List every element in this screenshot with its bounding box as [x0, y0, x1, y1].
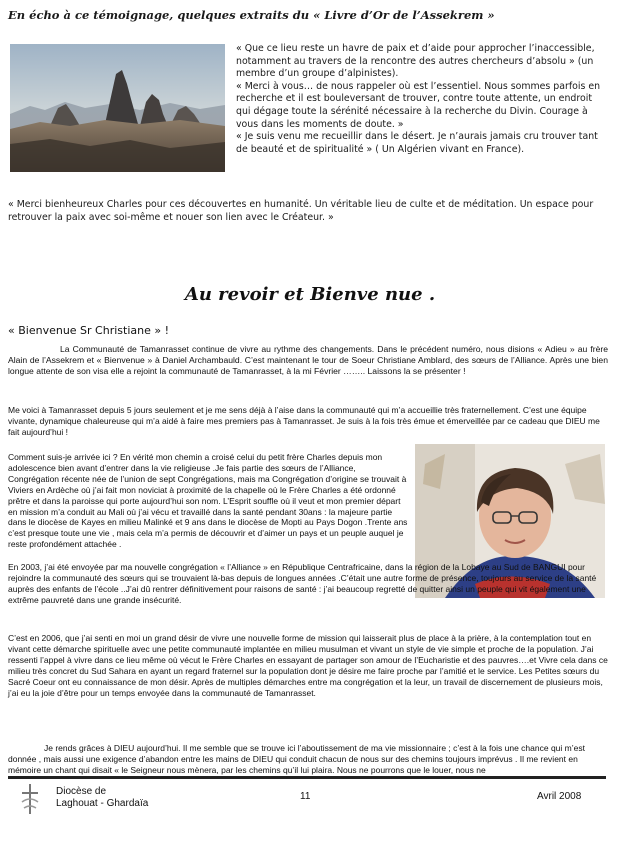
- paragraph-path: Comment suis-je arrivée ici ? En vérité mon chemin a croisé celui du petit frère Charles depuis mon adolescence bien avant d’entrer dans la vie religieuse .Je fais partie des sœurs de l’Alliance, Congrégation récente née de l’union de sept Congrégations, mais ma Congrégation d’origine se trouvait à Viviers en Ardèche où j’ai fait mon noviciat à proximité de la chapelle où le Frère Charles a été ordonné prêtre et dans la paroisse qui porte aujourd’hui son nom. L’Esprit souffle où il veut et mon premier départ en mission m’a conduit au Mali où j’ai vécu et travaillé dans la santé pendant 30ans : la majeure partie dans le diocèse de Kayes en milieu Malinké et 9 ans dans le diocèse de Mopti au Pays Dogon .Trente ans c’est presque toute une vie , mais cela m’a permis de découvrir et d’aimer un pays et un peuple auquel je reste profondément attachée .: [8, 452, 408, 550]
- issue-date: Avril 2008: [537, 791, 582, 802]
- section-title: Au revoir et Bienve nue .: [184, 284, 436, 305]
- guestbook-quotes: [236, 43, 604, 156]
- quote-charles: « Merci bienheureux Charles pour ces découvertes en humanité. Un véritable lieu de culte et de méditation. Un espace pour retrouver la paix avec soi-même et nouer son lien avec le Créateur. »: [8, 199, 594, 223]
- paragraph-arrival: Me voici à Tamanrasset depuis 5 jours seulement et je me sens déjà à l’aise dans la communauté qui m’a accueillie très fraternellement. C’est une équipe vivante, dynamique chaleureuse qui m’a aidé à faire mes premiers pas à Tamanrasset. Je suis à la fois très émue et émerveillée par ce cadeau que DIEU me fait aujourd’hui !: [8, 405, 600, 437]
- page-header: En écho à ce témoignage, quelques extraits du « Livre d’Or de l’Assekrem »: [8, 8, 495, 22]
- assekrem-landscape-photo: [10, 44, 225, 172]
- quote-algerian: « Je suis venu me recueillir dans le désert. Je n’aurais jamais cru trouver tant de beauté et de spiritualité » ( Un Algérien vivant en France).: [236, 131, 598, 155]
- footer-diocese-line1: Diocèse de: [56, 786, 107, 797]
- quote-essential: « Merci à vous… de nous rappeler où est l’essentiel. Nous sommes parfois en recherche et il est bouleversant de trouver, contre toute attente, un endroit qui dégage toute la sérénité nécessaire à la recherche du Divin. Courage à vous dans les moments de doute. »: [236, 80, 601, 130]
- footer-diocese-line2: Laghouat - Ghardaïa: [56, 798, 149, 809]
- footer-divider: [8, 776, 606, 779]
- page-number: 11: [300, 791, 311, 802]
- paragraph-centrafrique: En 2003, j’ai été envoyée par ma nouvelle congrégation « l’Alliance » en République Centrafricaine, dans la région de la Lobaye au Sud de BANGUI pour rejoindre la communauté des sœurs qui se trouvaient là-bas depuis de longues années .C’était une autre forme de présence, toujours au service de la santé auprès des enfants de l’école ..J’ai dû rentrer définitivement pour raisons de santé : j’ai beaucoup regretté de quitter ainsi un peuple qui vit également une extrême pauvreté dans une grande insécurité.: [8, 562, 597, 605]
- intro-paragraph: La Communauté de Tamanrasset continue de vivre au rythme des changements. Dans le précédent numéro, nous disions « Adieu » au frère Alain de l’Assekrem et « Bienvenue » à Daniel Archambauld. C’est maintenant le tour de Soeur Christiane Amblard, des sœurs de l’Alliance. Après une bien longue attente de son visa elle a rejoint la communauté de Tamanrasset, à la mi Février …….. Laissons la se présenter !: [8, 344, 608, 376]
- paragraph-thanks: Je rends grâces à DIEU aujourd’hui. Il me semble que se trouve ici l’aboutissement de ma vie missionnaire ; c’est à la fois une chance qui m’est donnée , mais aussi une exigence d’abandon entre les mains de DIEU qui conduit chacun de nous sur des chemins toujours imprévus . Il me revient en mémoire un chant qui disait « le Seigneur nous mènera, par les chemins qu’il lui plaira. Nous ne pourrons que le louer, nous ne: [8, 743, 585, 775]
- diocese-cross-icon: [16, 782, 44, 816]
- footer-diocese: [56, 786, 148, 810]
- quote-alpinist: « Que ce lieu reste un havre de paix et d’aide pour approcher l’inaccessible, notamment au travers de la rencontre des autres chercheurs d’absolu » (un membre d’un groupe d’alpinistes).: [236, 43, 595, 80]
- paragraph-mission: C’est en 2006, que j’ai senti en moi un grand désir de vivre une nouvelle forme de mission qui laisserait plus de place à la prière, à la contemplation tout en vivant cette démarche spirituelle avec une petite communauté implantée en milieu musulman et vivant un style de vie simple et proche de la population. J’ai ressenti l’appel à vivre dans ce lieu même où vécut le Frère Charles en essayant de partager son amour de l’Eucharistie et des pauvres….et Vivre cela dans ce milieu très concret du Sud Sahara en ayant un regard fraternel sur la population dont je désire me faire proche par l’amitié et le service. Les Petites sœurs du Sacré Coeur ont eu connaissance de mon désir. Après de multiples démarches entre ma congrégation et la leur, un travail de discernement de plusieurs mois, j’ai eu la joie d’être pour un temps envoyée dans la communauté de Tamanrasset.: [8, 633, 608, 698]
- welcome-heading: « Bienvenue Sr Christiane » !: [8, 324, 169, 337]
